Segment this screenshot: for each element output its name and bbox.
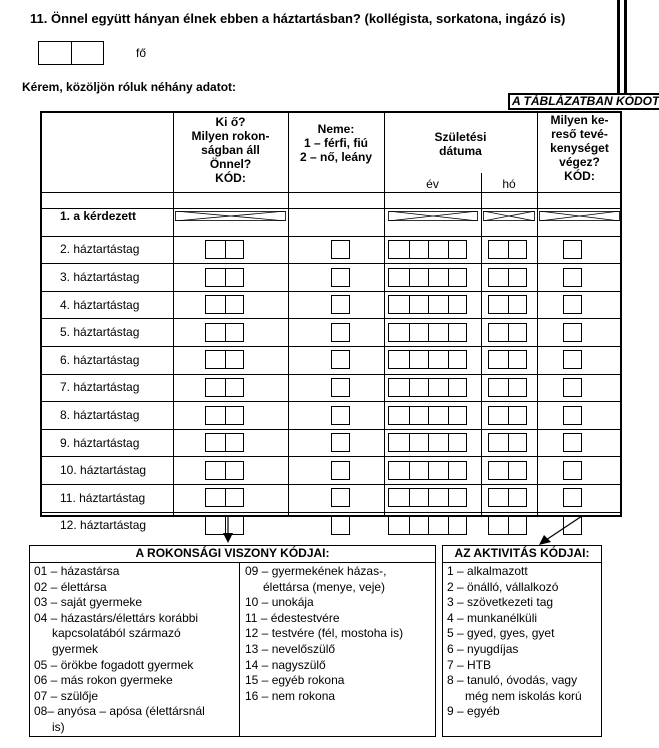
code-item: 12 – testvére (fél, mostoha is) <box>245 626 404 641</box>
code-item: 02 – élettársa <box>34 579 107 594</box>
code-item: élettársa (menye, veje) <box>263 579 386 594</box>
code-item: 1 – alkalmazott <box>447 564 528 578</box>
coding-banner: A TÁBLÁZATBAN KÓDOT <box>508 93 659 110</box>
table-row-label: 9. háztartástag <box>60 435 140 450</box>
table-row-label: 4. háztartástag <box>60 297 140 312</box>
code-item: 11 – édestestvére <box>245 610 340 625</box>
table-row-label: 8. háztartástag <box>60 408 140 422</box>
code-item: is) <box>52 719 65 734</box>
table-row-label: 2. háztartástag <box>60 242 140 257</box>
code-item: még nem iskolás korú <box>465 688 582 703</box>
table-row-label: 1. a kérdezett <box>60 209 137 223</box>
month-header: hó <box>502 177 516 191</box>
table-row-label: 6. háztartástag <box>60 352 140 367</box>
code-item: 16 – nem rokona <box>245 688 336 703</box>
table-row-label: 11. háztartástag <box>60 490 146 505</box>
code-item: 09 – gyermekének házas-, <box>245 564 387 578</box>
activity-codes-legend <box>442 545 602 737</box>
code-item: 14 – nagyszülő <box>245 657 326 672</box>
code-item: 03 – saját gyermeke <box>34 595 143 610</box>
table-row-label: 3. háztartástag <box>60 270 140 284</box>
table-row-label: 10. háztartástag <box>60 463 147 478</box>
code-item: 05 – örökbe fogadott gyermek <box>34 657 194 672</box>
question-title: 11. Önnel együtt hányan élnek ebben a háztartásban? (kollégista, sorkatona, ingázó is) <box>30 11 566 26</box>
table-row-label: 12. háztartástag <box>60 518 147 533</box>
code-item: 4 – munkanélküli <box>447 610 538 625</box>
gender-header: Neme: 1 – férfi, fiú 2 – nő, leány <box>299 122 373 164</box>
code-item: 6 – nyugdíjas <box>447 641 519 656</box>
code-item: 5 – gyed, gyes, gyet <box>447 626 555 641</box>
birth-date-header: Születési dátuma <box>434 130 487 158</box>
year-header: év <box>426 177 439 191</box>
table-row-label: 5. háztartástag <box>60 325 140 340</box>
code-item: 3 – szövetkezeti tag <box>447 595 554 610</box>
relation-codes-legend <box>29 545 436 737</box>
activity-legend-title: AZ AKTIVITÁS KÓDJAI: <box>443 546 601 563</box>
code-item: 9 – egyéb <box>447 704 500 719</box>
relation-legend-title: A ROKONSÁGI VISZONY KÓDJAI: <box>30 546 435 563</box>
code-item: kapcsolatából származó <box>52 626 181 641</box>
code-item: 06 – más rokon gyermeke <box>34 673 173 688</box>
code-item: 15 – egyéb rokona <box>245 673 345 688</box>
code-item: 7 – HTB <box>447 657 492 672</box>
code-item: 10 – unokája <box>245 595 314 610</box>
who-header: Ki ő? Milyen rokon- ságban áll Önnel? KÓD: <box>191 115 270 185</box>
count-unit-label: fő <box>136 46 147 60</box>
code-item: 13 – nevelőszülő <box>245 641 336 656</box>
table-row-label: 7. háztartástag <box>60 380 140 395</box>
code-item: 01 – házastársa <box>34 564 120 578</box>
activity-header: Milyen ke- reső tevé- kenységet végez? KÓD: <box>550 113 609 183</box>
code-item: 07 – szülője <box>34 688 99 703</box>
intro-text: Kérem, közöljön róluk néhány adatot: <box>22 80 237 94</box>
code-item: 8 – tanuló, óvodás, vagy <box>447 673 578 688</box>
code-item: 08– anyósa – apósa (élettársnál <box>34 704 205 719</box>
code-item: gyermek <box>52 641 99 656</box>
code-item: 04 – házastárs/élettárs korábbi <box>34 610 199 625</box>
code-item: 2 – önálló, vállalkozó <box>447 579 559 594</box>
